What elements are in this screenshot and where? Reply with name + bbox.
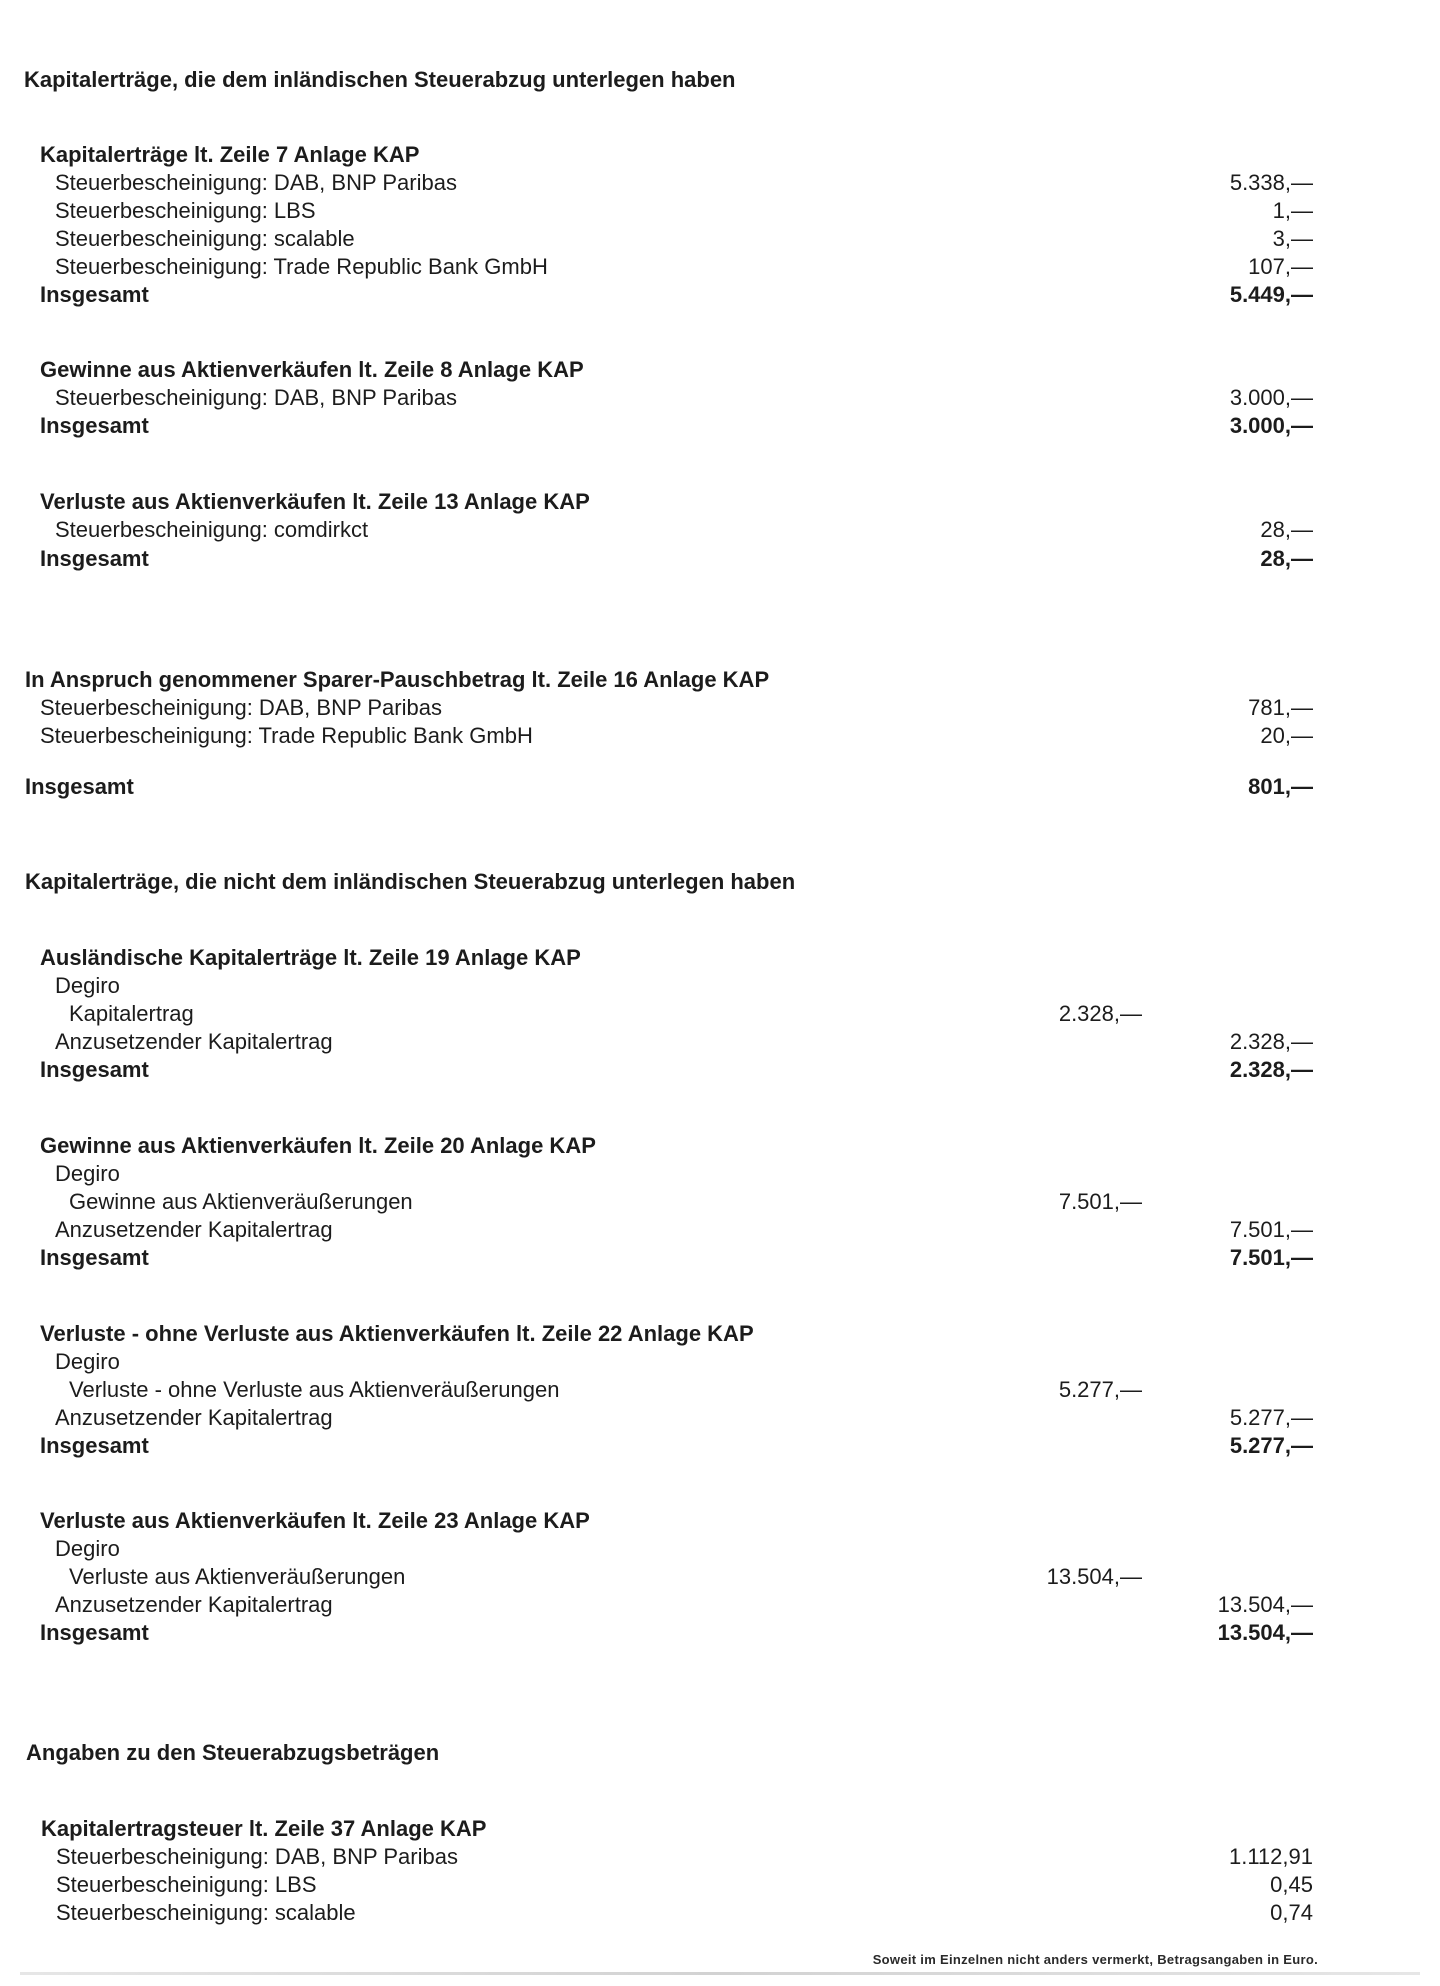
item-amount: 7.501,— [1058,1189,1142,1214]
item-amount: 2.328,— [1058,1001,1142,1026]
row-amount: 5.338,— [1229,170,1313,195]
row-label: Steuerbescheinigung: DAB, BNP Paribas [56,1844,458,1869]
group-heading-zeile-22: Verluste - ohne Verluste aus Aktienverkäufen lt. Zeile 22 Anlage KAP [40,1321,754,1346]
row-label: Steuerbescheinigung: Trade Republic Bank GmbH [55,254,548,279]
section-title-tax-deductions: Angaben zu den Steuerabzugsbeträgen [26,1740,440,1765]
anzusetzen-label: Anzusetzender Kapitalertrag [55,1217,333,1242]
anzusetzen-amount: 13.504,— [1217,1592,1313,1617]
anzusetzen-label: Anzusetzender Kapitalertrag [55,1405,333,1430]
row-amount: 20,— [1260,723,1313,748]
row-amount: 0,45 [1270,1872,1313,1897]
total-amount: 801,— [1248,774,1313,799]
group-heading-zeile-13: Verluste aus Aktienverkäufen lt. Zeile 13 Anlage KAP [40,489,590,514]
total-label: Insgesamt [40,1620,149,1645]
total-amount: 13.504,— [1217,1620,1313,1645]
row-label: Steuerbescheinigung: scalable [56,1900,356,1925]
total-amount: 28,— [1260,546,1313,571]
bank-name: Degiro [55,1536,120,1561]
page-bottom-divider [20,1972,1420,1975]
total-label: Insgesamt [40,1245,149,1270]
row-amount: 0,74 [1270,1900,1313,1925]
row-amount: 28,— [1260,517,1313,542]
total-label: Insgesamt [25,774,134,799]
total-amount: 7.501,— [1229,1245,1313,1270]
footer-note: Soweit im Einzelnen nicht anders vermerkt, Betragsangaben in Euro. [872,1952,1318,1967]
anzusetzen-amount: 2.328,— [1229,1029,1313,1054]
row-label: Steuerbescheinigung: Trade Republic Bank GmbH [40,723,533,748]
total-amount: 3.000,— [1229,413,1313,438]
group-heading-zeile-20: Gewinne aus Aktienverkäufen lt. Zeile 20 Anlage KAP [40,1133,596,1158]
anzusetzen-label: Anzusetzender Kapitalertrag [55,1029,333,1054]
row-amount: 107,— [1248,254,1313,279]
bank-name: Degiro [55,973,120,998]
total-amount: 5.449,— [1229,282,1313,307]
row-label: Steuerbescheinigung: DAB, BNP Paribas [40,695,442,720]
total-amount: 5.277,— [1229,1433,1313,1458]
item-label: Verluste - ohne Verluste aus Aktienveräußerungen [69,1377,560,1402]
group-heading-zeile-8: Gewinne aus Aktienverkäufen lt. Zeile 8 Anlage KAP [40,357,584,382]
row-amount: 3.000,— [1229,385,1313,410]
item-amount: 13.504,— [1046,1564,1142,1589]
total-label: Insgesamt [40,546,149,571]
item-label: Verluste aus Aktienveräußerungen [69,1564,406,1589]
section-title-foreign: Kapitalerträge, die nicht dem inländischen Steuerabzug unterlegen haben [25,869,796,894]
group-heading-zeile-7: Kapitalerträge lt. Zeile 7 Anlage KAP [40,142,420,167]
total-label: Insgesamt [40,1057,149,1082]
total-amount: 2.328,— [1229,1057,1313,1082]
row-amount: 781,— [1248,695,1313,720]
row-label: Steuerbescheinigung: LBS [55,198,316,223]
row-amount: 1,— [1272,198,1313,223]
row-label: Steuerbescheinigung: DAB, BNP Paribas [55,170,457,195]
anzusetzen-label: Anzusetzender Kapitalertrag [55,1592,333,1617]
section-title-domestic: Kapitalerträge, die dem inländischen Steuerabzug unterlegen haben [24,67,736,92]
group-heading-zeile-19: Ausländische Kapitalerträge lt. Zeile 19 Anlage KAP [40,945,581,970]
row-amount: 1.112,91 [1228,1844,1313,1869]
group-heading-zeile-23: Verluste aus Aktienverkäufen lt. Zeile 23 Anlage KAP [40,1508,590,1533]
anzusetzen-amount: 7.501,— [1229,1217,1313,1242]
bank-name: Degiro [55,1349,120,1374]
total-label: Insgesamt [40,413,149,438]
row-amount: 3,— [1272,226,1313,251]
item-label: Gewinne aus Aktienveräußerungen [69,1189,413,1214]
group-heading-zeile-16: In Anspruch genommener Sparer-Pauschbetrag lt. Zeile 16 Anlage KAP [25,667,770,692]
bank-name: Degiro [55,1161,120,1186]
group-heading-zeile-37: Kapitalertragsteuer lt. Zeile 37 Anlage KAP [41,1816,487,1841]
row-label: Steuerbescheinigung: scalable [55,226,355,251]
row-label: Steuerbescheinigung: DAB, BNP Paribas [55,385,457,410]
total-label: Insgesamt [40,282,149,307]
anzusetzen-amount: 5.277,— [1229,1405,1313,1430]
total-label: Insgesamt [40,1433,149,1458]
item-amount: 5.277,— [1058,1377,1142,1402]
row-label: Steuerbescheinigung: LBS [56,1872,317,1897]
item-label: Kapitalertrag [69,1001,194,1026]
row-label: Steuerbescheinigung: comdirkct [55,517,369,542]
